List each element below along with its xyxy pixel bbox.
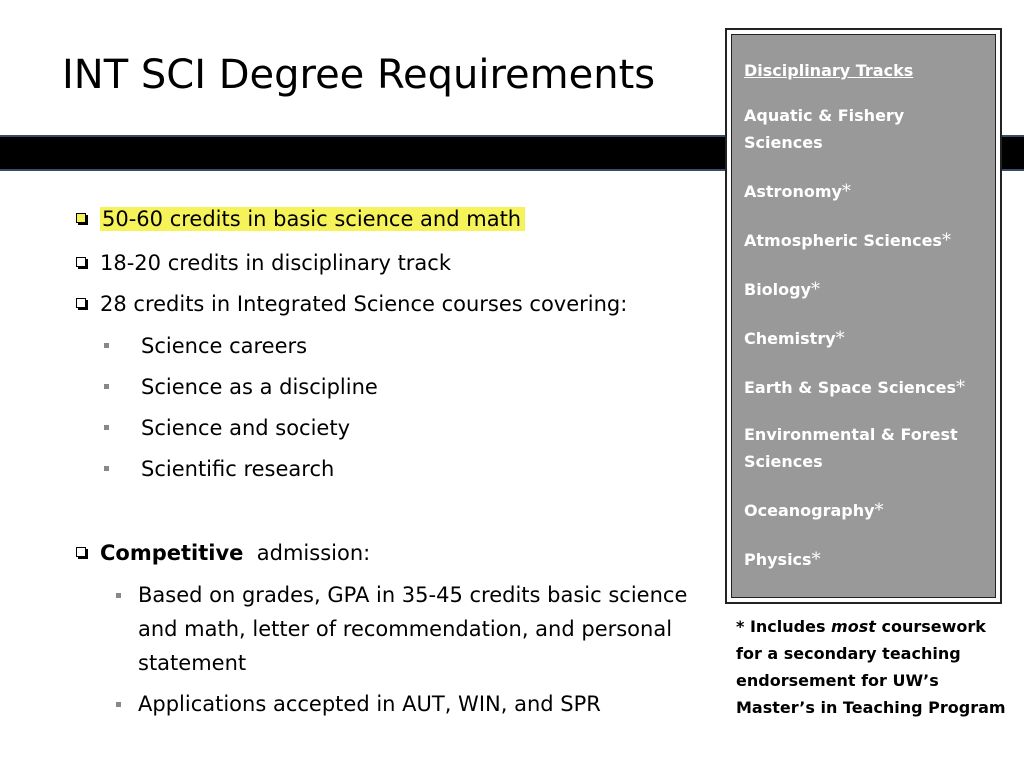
sub-bullet-text: Applications accepted in AUT, WIN, and SPR <box>138 692 601 716</box>
slide-title: INT SCI Degree Requirements <box>62 52 656 98</box>
sub-bullet-text: Science and society <box>141 416 351 440</box>
sub-bullet-text: Science as a discipline <box>141 375 378 399</box>
square-bullet-icon <box>104 466 109 471</box>
track-item: Chemistry* <box>744 328 845 349</box>
square-bullet-icon <box>104 343 109 348</box>
sub-bullet-item <box>104 456 334 482</box>
track-item: Oceanography* <box>744 500 884 521</box>
track-item: Earth & Space Sciences* <box>744 377 966 398</box>
panel-inner <box>731 34 996 598</box>
panel-heading: Disciplinary Tracks <box>744 61 914 80</box>
square-bullet-icon <box>116 702 121 707</box>
disciplinary-tracks-panel <box>725 28 1002 604</box>
bullet-item <box>76 291 627 317</box>
bullet-text: admission: <box>256 541 371 565</box>
checkbox-bullet-icon <box>76 547 86 557</box>
bullet-bold-text: Competitive <box>100 541 244 565</box>
footnote: * Includes most coursework for a secondary teaching endorsement for UW’s Master’s in Teaching Program <box>736 617 1006 717</box>
track-item: Atmospheric Sciences* <box>744 230 951 251</box>
square-bullet-icon <box>116 593 121 598</box>
track-item: Environmental & Forest Sciences <box>744 425 958 471</box>
sub-bullet-text: Based on grades, GPA in 35-45 credits basic science and math, letter of recommendation, and personal statement <box>138 583 688 675</box>
sub-bullet-item <box>104 374 378 400</box>
bullet-item <box>76 250 451 276</box>
sub-bullet-text: Scientific research <box>141 457 335 481</box>
bullet-item <box>76 206 525 232</box>
track-item: Physics* <box>744 549 821 570</box>
bullet-item <box>76 540 370 566</box>
sub-bullet-text: Science careers <box>141 334 308 358</box>
sub-bullet-item <box>104 415 350 441</box>
track-item: Astronomy* <box>744 181 851 202</box>
bullet-text: 28 credits in Integrated Science courses covering: <box>100 292 628 316</box>
square-bullet-icon <box>104 425 109 430</box>
checkbox-bullet-icon <box>76 257 86 267</box>
track-item: Aquatic & Fishery Sciences <box>744 106 905 152</box>
track-item: Biology* <box>744 279 821 300</box>
sub-bullet-item <box>104 333 307 359</box>
square-bullet-icon <box>104 384 109 389</box>
bullet-text: 18-20 credits in disciplinary track <box>100 251 452 275</box>
checkbox-bullet-icon <box>76 213 86 223</box>
highlighted-text: 50-60 credits in basic science and math <box>100 207 525 231</box>
checkbox-bullet-icon <box>76 298 86 308</box>
